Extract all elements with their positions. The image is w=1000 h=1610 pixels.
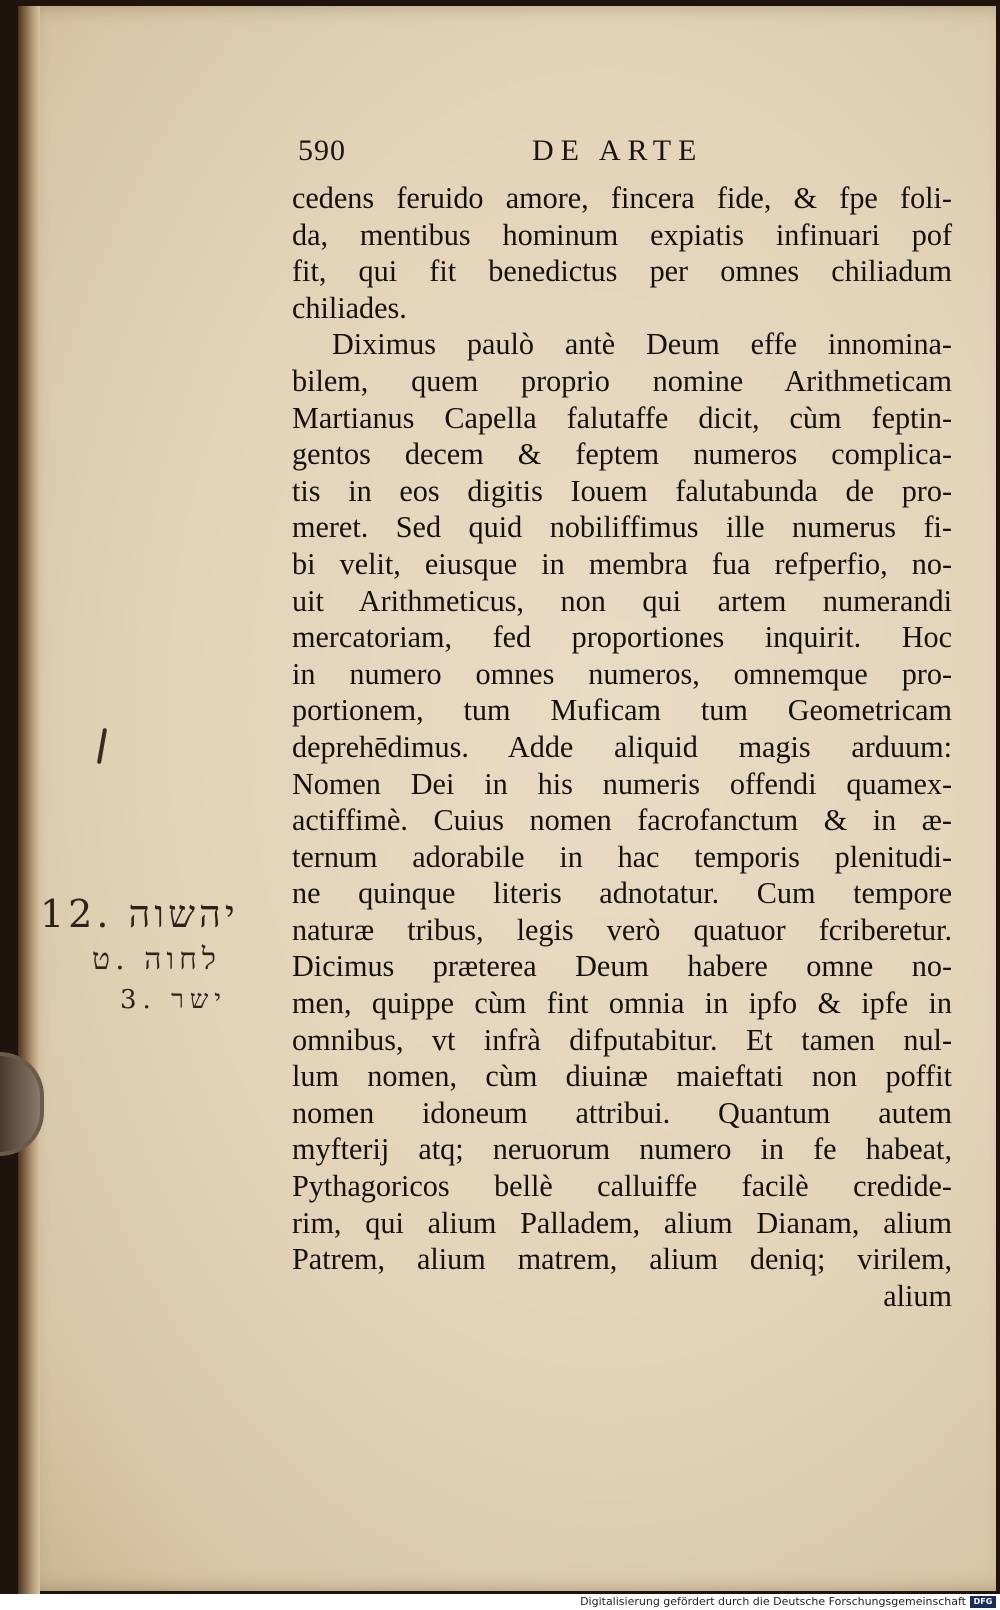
dfg-logo-icon: DFG xyxy=(970,1596,996,1608)
text-line: actiffimè. Cuius nomen facrofanctum & in æ- xyxy=(292,803,952,838)
page-gutter-edge xyxy=(18,6,40,1601)
catchword: alium xyxy=(883,1278,952,1313)
text-line: chiliades. xyxy=(292,290,407,325)
text-line: Martianus Capella falutaffe dicit, cùm feptin- xyxy=(292,400,952,435)
footer-credit: Digitalisierung gefördert durch die Deutsche Forschungsgemeinschaft xyxy=(580,1595,966,1608)
text-line: lum nomen, cùm diuinæ maieftati non poffit xyxy=(292,1059,952,1094)
text-line: Nomen Dei in his numeris offendi quamex- xyxy=(292,766,952,801)
text-line: fit, qui fit benedictus per omnes chiliadum xyxy=(292,254,952,289)
text-line: nomen idoneum attribui. Quantum autem xyxy=(292,1095,952,1130)
text-line: da, mentibus hominum expiatis infinuari pof xyxy=(292,217,952,252)
text-line: bi velit, eiusque in membra fua refperfio, no- xyxy=(292,546,952,581)
text-line: myfterij atq; neruorum numero in fe habeat, xyxy=(292,1132,952,1167)
text-line: naturæ tribus, legis verò quatuor fcriberetur. xyxy=(292,912,952,947)
text-line: deprehēdimus. Adde aliquid magis arduum: xyxy=(292,729,952,764)
text-line: rim, qui alium Palladem, alium Dianam, alium xyxy=(292,1205,952,1240)
text-line: tis in eos digitis Iouem falutabunda de pro- xyxy=(292,473,952,508)
digitization-footer xyxy=(0,1594,1000,1610)
text-line: mercatoriam, fed proportiones inquirit. Hoc xyxy=(292,620,952,655)
body-text xyxy=(292,180,952,1314)
text-line: cedens feruido amore, fincera fide, & fpe foli- xyxy=(292,181,952,215)
text-line: Dicimus præterea Deum habere omne no- xyxy=(292,949,952,984)
text-line: bilem, quem proprio nomine Arithmeticam xyxy=(292,363,952,398)
text-line: meret. Sed quid nobiliffimus ille numerus fi- xyxy=(292,510,952,545)
margin-note-hebrew: ישר .3 xyxy=(120,985,228,1015)
text-line: portionem, tum Muficam tum Geometricam xyxy=(292,693,952,728)
margin-note-hebrew: לחוה .ט xyxy=(92,942,221,977)
page-number: 590 xyxy=(298,134,346,167)
running-title: DE ARTE xyxy=(532,134,704,167)
text-line: in numero omnes numeros, omnemque pro- xyxy=(292,656,952,691)
text-line: uit Arithmeticus, non qui artem numerandi xyxy=(292,583,952,618)
text-line: Patrem, alium matrem, alium deniq; virilem, xyxy=(292,1242,952,1277)
margin-note-hebrew: יהשוה .12 xyxy=(40,892,239,936)
running-head xyxy=(298,134,948,168)
text-line: Pythagoricos bellè calluiffe facilè credide- xyxy=(292,1169,952,1204)
text-line: omnibus, vt infrà difputabitur. Et tamen nul- xyxy=(292,1022,952,1057)
text-line: Diximus paulò antè Deum effe innomina- xyxy=(332,327,952,362)
text-line: men, quippe cùm fint omnia in ipfo & ipfe in xyxy=(292,986,952,1021)
text-line: ternum adorabile in hac temporis plenitudi- xyxy=(292,839,952,874)
text-line: gentos decem & feptem numeros complica- xyxy=(292,437,952,472)
text-line: ne quinque literis adnotatur. Cum tempore xyxy=(292,876,952,911)
